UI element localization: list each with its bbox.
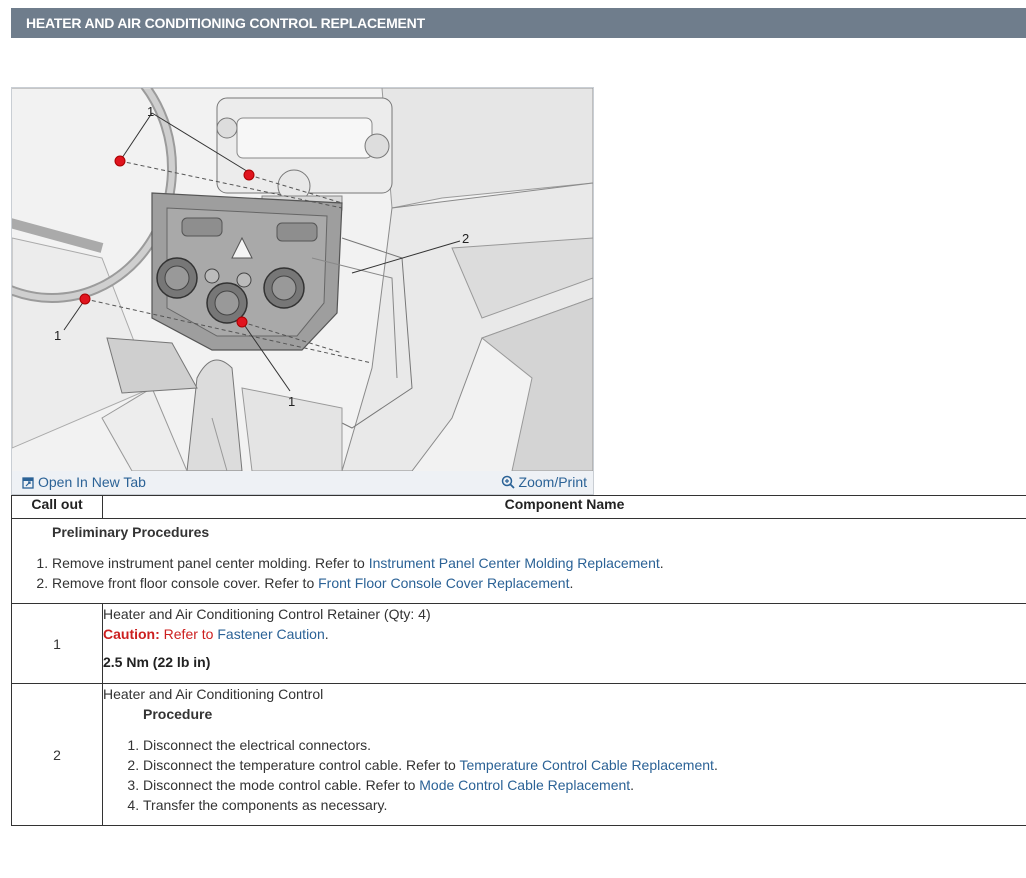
open-in-new-tab-link[interactable]: [22, 474, 146, 490]
open-new-tab-icon: [22, 477, 34, 489]
fastener-dot: [80, 294, 90, 304]
magnifier-plus-icon: [501, 475, 515, 489]
component-illustration: [11, 87, 594, 495]
page-title: HEATER AND AIR CONDITIONING CONTROL REPLACEMENT: [11, 8, 1026, 38]
torque-spec: 2.5 Nm (22 lb in): [103, 654, 211, 670]
callout-table: [11, 495, 1026, 826]
list-item: 1. Remove instrument panel center molding. Refer to Instrument Panel Center Molding Replacement.: [52, 553, 1026, 573]
callout-number: 1: [12, 604, 103, 684]
fastener-dot: [237, 317, 247, 327]
preliminary-row: [12, 519, 1026, 604]
callout-number: 2: [12, 684, 103, 826]
zoom-print-label: Zoom/Print: [518, 474, 587, 490]
figure-toolbar: [12, 471, 593, 494]
temperature-cable-link[interactable]: Temperature Control Cable Replacement: [459, 757, 714, 773]
table-header-row: [12, 496, 1026, 519]
callout-label: 2: [462, 231, 470, 246]
fastener-dot: [244, 170, 254, 180]
list-item: 2. Disconnect the temperature control cable. Refer to Temperature Control Cable Replacement.: [143, 755, 1026, 775]
fastener-dot: [115, 156, 125, 166]
procedure-title: Procedure: [143, 706, 213, 722]
component-name: Heater and Air Conditioning Control: [103, 686, 324, 702]
component-name: Heater and Air Conditioning Control Retainer (Qty: 4): [103, 606, 431, 622]
callout-column-header: Call out: [12, 496, 103, 519]
floor-console-cover-link[interactable]: Front Floor Console Cover Replacement: [318, 575, 570, 591]
procedure-steps: [103, 735, 1026, 815]
fastener-caution-link[interactable]: Fastener Caution: [217, 626, 325, 642]
preliminary-steps: [12, 553, 1026, 593]
instrument-panel-molding-link[interactable]: Instrument Panel Center Molding Replacement: [368, 555, 660, 571]
dash-console-drawing: [12, 88, 593, 471]
callout-label: 1: [288, 394, 296, 409]
mode-cable-link[interactable]: Mode Control Cable Replacement: [419, 777, 631, 793]
callout-label: 1: [147, 104, 155, 119]
list-item: 4. Transfer the components as necessary.: [143, 795, 1026, 815]
list-item: 1. Disconnect the electrical connectors.: [143, 735, 1026, 755]
open-in-new-tab-label: Open In New Tab: [38, 474, 146, 490]
preliminary-procedures-title: Preliminary Procedures: [52, 524, 210, 540]
list-item: 3. Disconnect the mode control cable. Refer to Mode Control Cable Replacement.: [143, 775, 1026, 795]
list-item: 2. Remove front floor console cover. Refer to Front Floor Console Cover Replacement.: [52, 573, 1026, 593]
table-row: [12, 684, 1026, 826]
callout-label: 1: [54, 328, 62, 343]
zoom-print-link[interactable]: [501, 474, 587, 490]
component-column-header: Component Name: [103, 496, 1026, 519]
caution-note: Caution: Refer to Fastener Caution.: [103, 626, 329, 642]
table-row: [12, 604, 1026, 684]
